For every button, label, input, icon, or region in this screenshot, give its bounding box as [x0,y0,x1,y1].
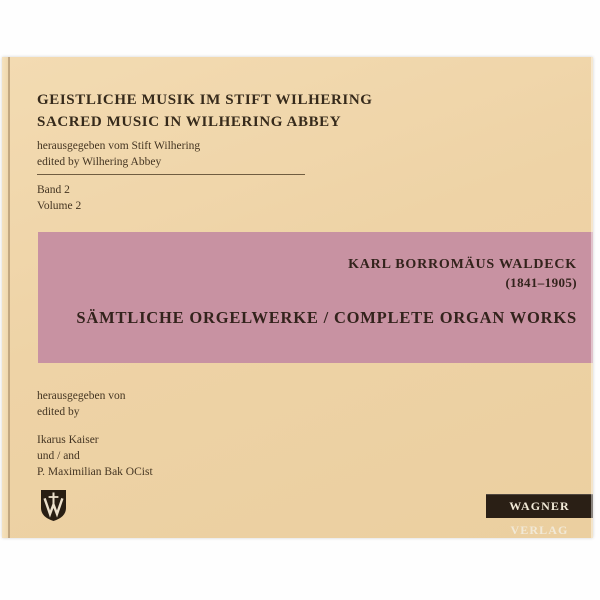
publisher-name: WAGNER VERLAG [509,499,570,537]
publisher-logo-bar [486,494,593,537]
editors-label-german: herausgegeben von [37,390,126,402]
series-editor [37,138,200,170]
editor-name-1: Ikarus Kaiser [37,434,99,447]
composer-name: KARL BORROMÄUS WALDECK [348,257,577,272]
editors-block [37,388,153,480]
series-title [37,90,373,134]
volume-english: Volume 2 [37,200,82,213]
book-spine-edge [2,57,10,538]
volume-german: Band 2 [37,184,70,196]
title-band [38,232,593,363]
editors-conjunction: und / and [37,450,80,463]
work-title: SÄMTLICHE ORGELWERKE / COMPLETE ORGAN WORKS [76,308,577,328]
horizontal-rule [37,174,305,175]
volume-number [37,182,81,214]
series-title-english: SACRED MUSIC IN WILHERING ABBEY [37,113,342,130]
composer-dates: (1841–1905) [505,275,577,291]
editor-name-2: P. Maximilian Bak OCist [37,466,153,479]
book-cover [2,57,593,538]
series-editor-german: herausgegeben vom Stift Wilhering [37,140,201,152]
wilhering-abbey-crest-icon [40,489,67,522]
series-title-german: GEISTLICHE MUSIK IM STIFT WILHERING [37,92,373,108]
series-editor-english: edited by Wilhering Abbey [37,156,162,169]
editors-label-english: edited by [37,406,80,419]
